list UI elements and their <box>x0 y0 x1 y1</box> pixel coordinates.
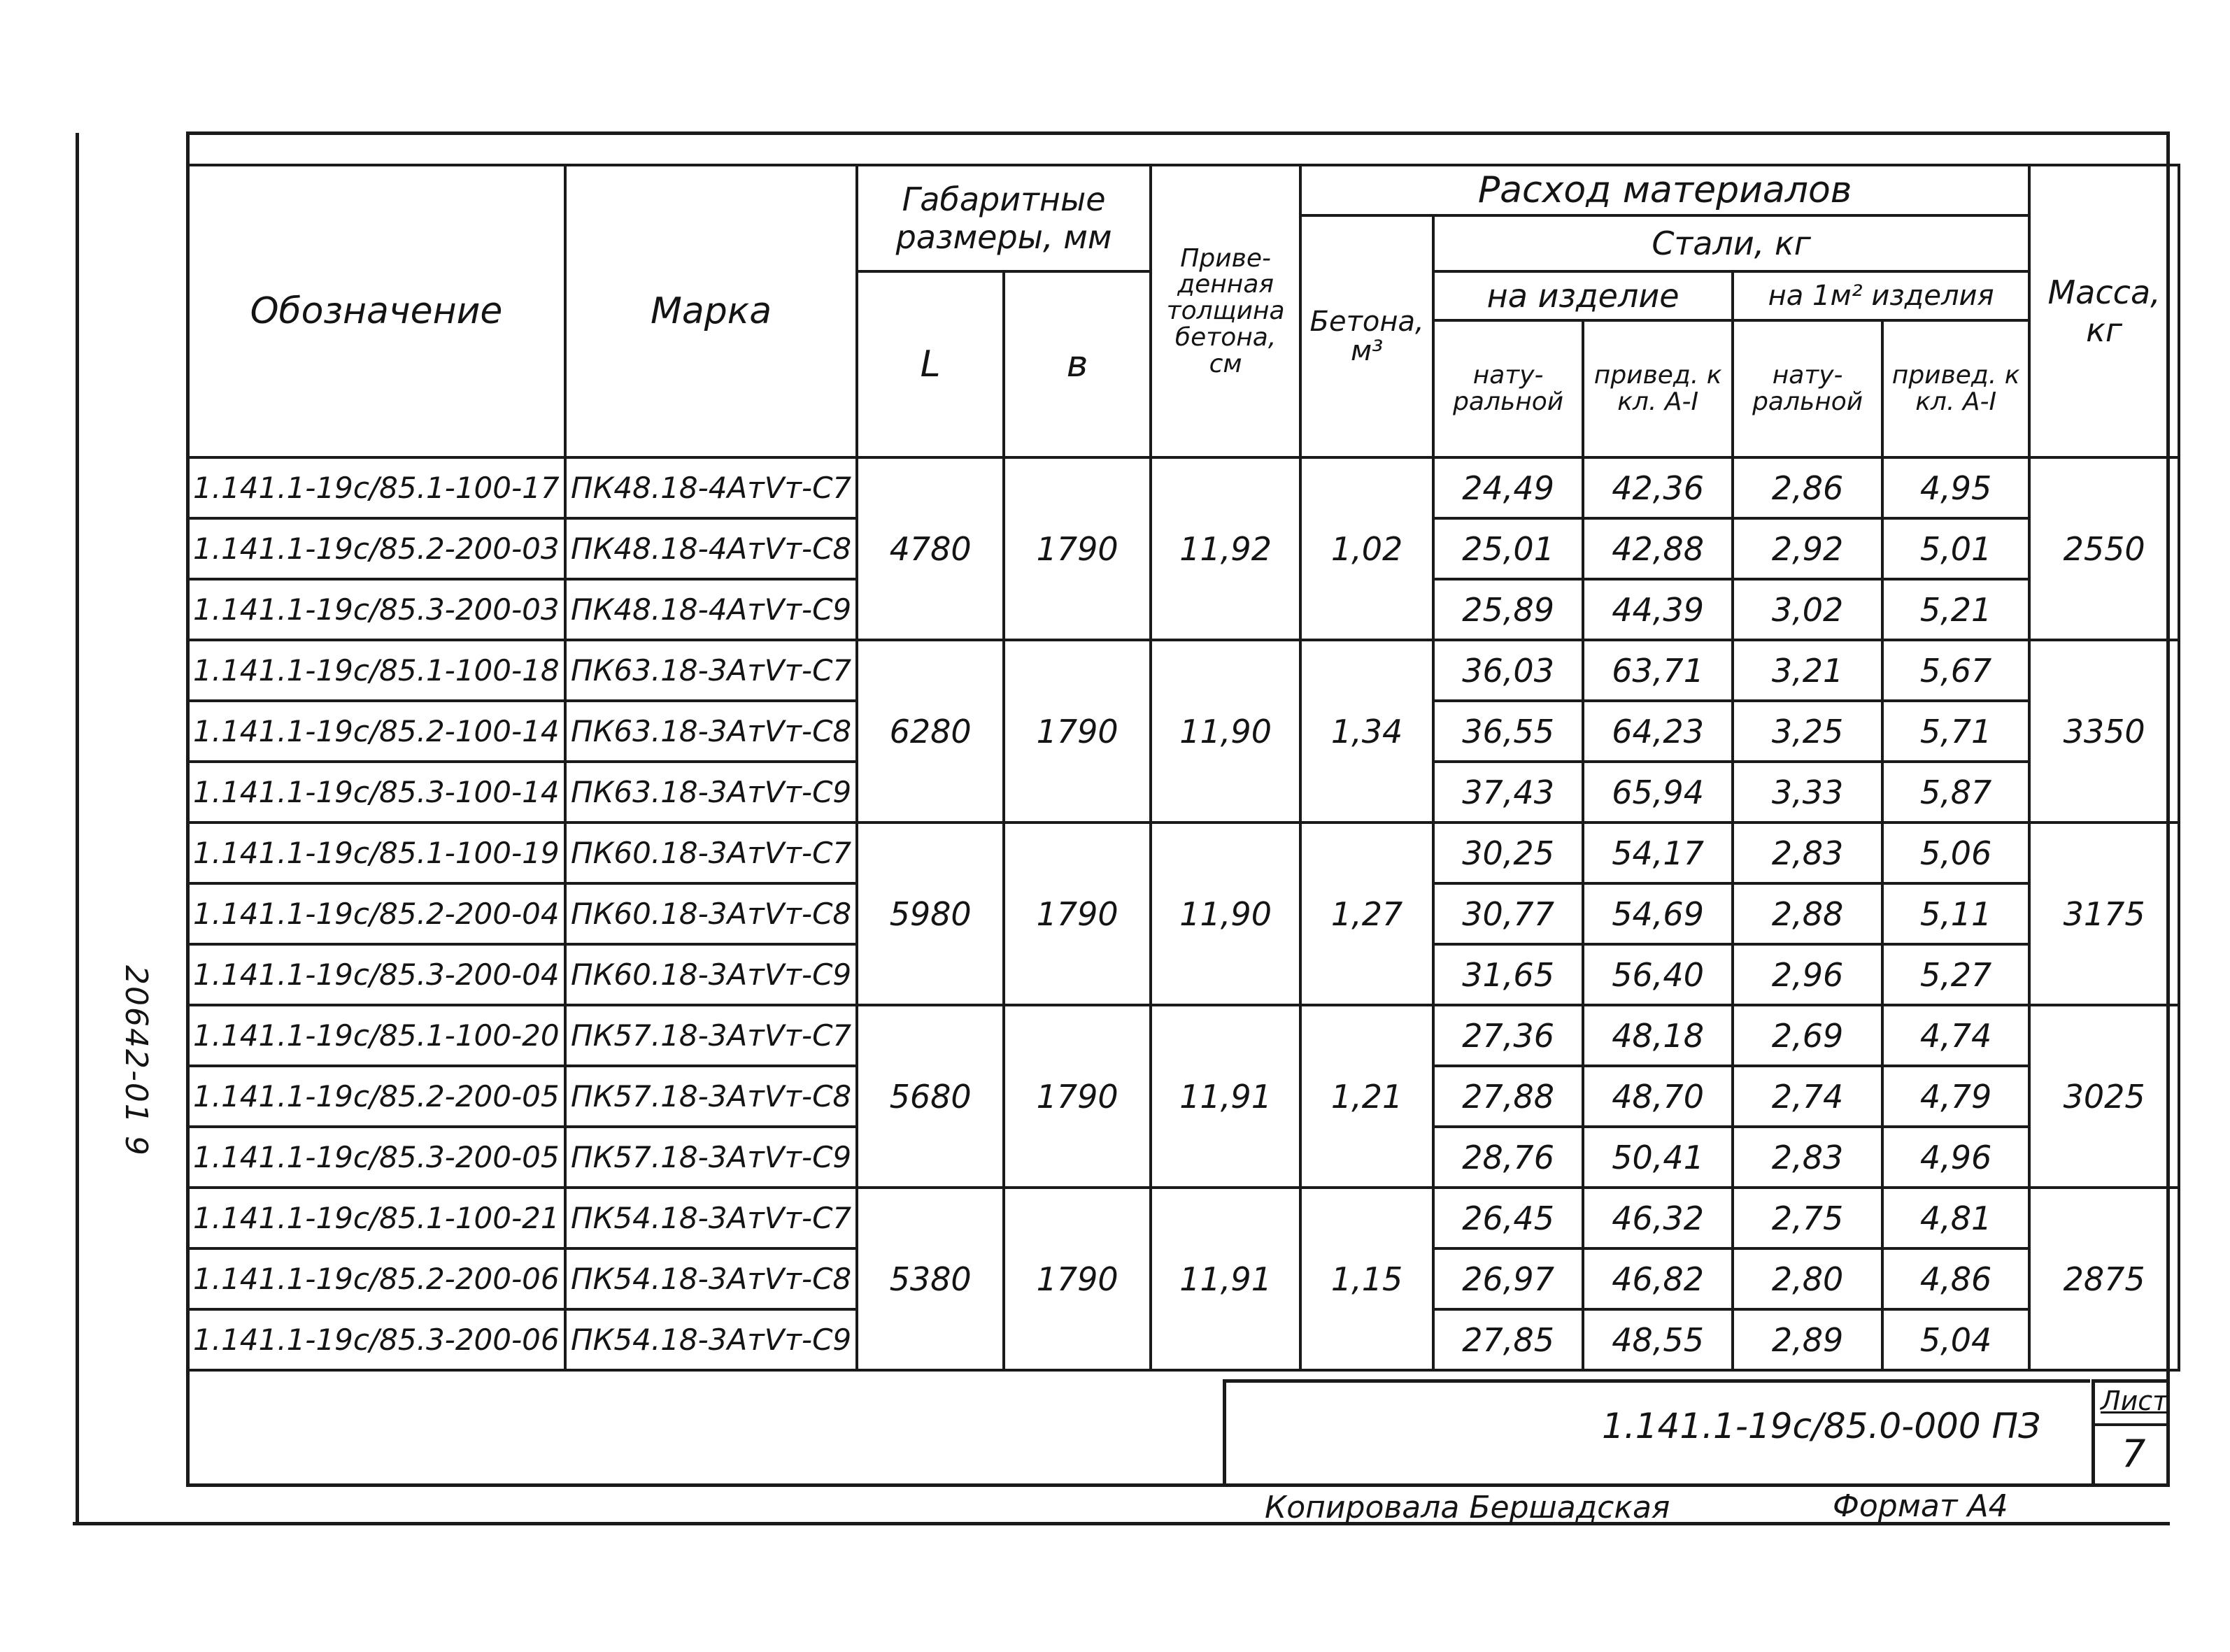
steel-reduced-item-cell: 42,88 <box>1583 518 1733 579</box>
mark-cell: ПК60.18-3АтVт-С8 <box>565 883 857 944</box>
frame-left-line <box>76 133 79 1525</box>
width-cell: 1790 <box>1004 457 1151 640</box>
width-cell: 1790 <box>1004 1188 1151 1370</box>
length-cell: 4780 <box>857 457 1004 640</box>
steel-reduced-m2-cell: 4,86 <box>1882 1248 2029 1309</box>
concrete-cell: 1,21 <box>1300 1005 1433 1188</box>
header-mark: Марка <box>565 165 857 457</box>
designation-cell: 1.141.1-19с/85.3-200-03 <box>187 579 565 640</box>
steel-reduced-item-cell: 63,71 <box>1583 640 1733 701</box>
mark-cell: ПК48.18-4АтVт-С9 <box>565 579 857 640</box>
header-steel: Стали, кг <box>1433 215 2029 271</box>
steel-natural-item-cell: 25,89 <box>1433 579 1583 640</box>
steel-reduced-item-cell: 48,18 <box>1583 1005 1733 1066</box>
steel-natural-item-cell: 26,45 <box>1433 1188 1583 1248</box>
steel-reduced-item-cell: 65,94 <box>1583 762 1733 823</box>
mark-cell: ПК54.18-3АтVт-С9 <box>565 1309 857 1370</box>
sheet-divider <box>2095 1423 2170 1426</box>
steel-reduced-item-cell: 46,82 <box>1583 1248 1733 1309</box>
steel-natural-item-cell: 30,77 <box>1433 883 1583 944</box>
steel-reduced-item-cell: 48,55 <box>1583 1309 1733 1370</box>
table-row <box>187 823 2179 883</box>
steel-natural-item-cell: 25,01 <box>1433 518 1583 579</box>
concrete-cell: 1,27 <box>1300 823 1433 1005</box>
sheet-box <box>2091 1379 2170 1487</box>
steel-natural-m2-cell: 3,25 <box>1733 701 1882 762</box>
steel-natural-item-cell: 24,49 <box>1433 457 1583 518</box>
header-reduced-thickness: Приве-денная толщина бетона, см <box>1151 165 1300 457</box>
steel-natural-m2-cell: 2,75 <box>1733 1188 1882 1248</box>
steel-natural-m2-cell: 3,02 <box>1733 579 1882 640</box>
header-reduced-per-m2: привед. к кл. А-I <box>1882 320 2029 457</box>
steel-reduced-m2-cell: 4,79 <box>1882 1066 2029 1127</box>
steel-reduced-item-cell: 64,23 <box>1583 701 1733 762</box>
steel-natural-item-cell: 27,36 <box>1433 1005 1583 1066</box>
designation-cell: 1.141.1-19с/85.2-200-06 <box>187 1248 565 1309</box>
archive-stamp <box>118 965 189 1175</box>
header-natural-per-item: нату-ральной <box>1433 320 1583 457</box>
steel-natural-item-cell: 36,03 <box>1433 640 1583 701</box>
header-width-B: в <box>1004 271 1151 457</box>
steel-natural-m2-cell: 2,74 <box>1733 1066 1882 1127</box>
header-natural-per-m2: нату-ральной <box>1733 320 1882 457</box>
mark-cell: ПК63.18-3АтVт-С9 <box>565 762 857 823</box>
steel-natural-m2-cell: 2,92 <box>1733 518 1882 579</box>
steel-reduced-item-cell: 44,39 <box>1583 579 1733 640</box>
steel-reduced-m2-cell: 5,27 <box>1882 944 2029 1005</box>
steel-reduced-m2-cell: 4,74 <box>1882 1005 2029 1066</box>
mark-cell: ПК48.18-4АтVт-С7 <box>565 457 857 518</box>
steel-reduced-item-cell: 54,69 <box>1583 883 1733 944</box>
designation-cell: 1.141.1-19с/85.3-200-06 <box>187 1309 565 1370</box>
steel-natural-m2-cell: 2,83 <box>1733 823 1882 883</box>
steel-reduced-item-cell: 48,70 <box>1583 1066 1733 1127</box>
header-per-m2: на 1м² изделия <box>1733 271 2029 320</box>
steel-reduced-m2-cell: 4,95 <box>1882 457 2029 518</box>
table-row <box>187 1005 2179 1066</box>
steel-natural-m2-cell: 3,21 <box>1733 640 1882 701</box>
steel-natural-item-cell: 27,88 <box>1433 1066 1583 1127</box>
length-cell: 5380 <box>857 1188 1004 1370</box>
designation-cell: 1.141.1-19с/85.3-200-04 <box>187 944 565 1005</box>
steel-reduced-item-cell: 46,32 <box>1583 1188 1733 1248</box>
mass-cell: 2550 <box>2029 457 2179 640</box>
steel-reduced-m2-cell: 5,11 <box>1882 883 2029 944</box>
footer-copied-by: Копировала Бершадская <box>1265 1490 1670 1525</box>
designation-cell: 1.141.1-19с/85.1-100-18 <box>187 640 565 701</box>
mark-cell: ПК57.18-3АтVт-С9 <box>565 1127 857 1188</box>
steel-natural-m2-cell: 3,33 <box>1733 762 1882 823</box>
steel-reduced-item-cell: 54,17 <box>1583 823 1733 883</box>
steel-natural-m2-cell: 2,89 <box>1733 1309 1882 1370</box>
designation-cell: 1.141.1-19с/85.2-200-05 <box>187 1066 565 1127</box>
mark-cell: ПК60.18-3АтVт-С7 <box>565 823 857 883</box>
mark-cell: ПК57.18-3АтVт-С7 <box>565 1005 857 1066</box>
header-overall-dimensions: Габаритные размеры, мм <box>857 165 1151 271</box>
steel-natural-item-cell: 27,85 <box>1433 1309 1583 1370</box>
mark-cell: ПК60.18-3АтVт-С9 <box>565 944 857 1005</box>
mark-cell: ПК63.18-3АтVт-С7 <box>565 640 857 701</box>
length-cell: 6280 <box>857 640 1004 823</box>
header-reduced-per-item: привед. к кл. А-I <box>1583 320 1733 457</box>
designation-cell: 1.141.1-19с/85.1-100-20 <box>187 1005 565 1066</box>
mass-cell: 3175 <box>2029 823 2179 1005</box>
header-length-L: L <box>857 271 1004 457</box>
header-designation: Обозначение <box>187 165 565 457</box>
width-cell: 1790 <box>1004 823 1151 1005</box>
steel-reduced-m2-cell: 5,71 <box>1882 701 2029 762</box>
designation-cell: 1.141.1-19с/85.2-200-04 <box>187 883 565 944</box>
header-concrete: Бетона, м³ <box>1300 215 1433 457</box>
steel-natural-m2-cell: 2,69 <box>1733 1005 1882 1066</box>
thickness-cell: 11,91 <box>1151 1188 1300 1370</box>
steel-reduced-item-cell: 50,41 <box>1583 1127 1733 1188</box>
concrete-cell: 1,02 <box>1300 457 1433 640</box>
mass-cell: 3350 <box>2029 640 2179 823</box>
table-row <box>187 1188 2179 1248</box>
steel-natural-item-cell: 36,55 <box>1433 701 1583 762</box>
steel-natural-item-cell: 31,65 <box>1433 944 1583 1005</box>
concrete-cell: 1,15 <box>1300 1188 1433 1370</box>
steel-natural-m2-cell: 2,96 <box>1733 944 1882 1005</box>
steel-reduced-m2-cell: 5,21 <box>1882 579 2029 640</box>
steel-reduced-m2-cell: 5,06 <box>1882 823 2029 883</box>
steel-reduced-item-cell: 42,36 <box>1583 457 1733 518</box>
steel-reduced-item-cell: 56,40 <box>1583 944 1733 1005</box>
mark-cell: ПК63.18-3АтVт-С8 <box>565 701 857 762</box>
steel-reduced-m2-cell: 4,81 <box>1882 1188 2029 1248</box>
table-row <box>187 457 2179 518</box>
mark-cell: ПК54.18-3АтVт-С8 <box>565 1248 857 1309</box>
steel-reduced-m2-cell: 5,67 <box>1882 640 2029 701</box>
materials-table <box>186 164 2180 1372</box>
mass-cell: 3025 <box>2029 1005 2179 1188</box>
designation-cell: 1.141.1-19с/85.3-200-05 <box>187 1127 565 1188</box>
thickness-cell: 11,90 <box>1151 640 1300 823</box>
footer-format: Формат А4 <box>1833 1488 2008 1524</box>
header-mass: Масса, кг <box>2029 165 2179 457</box>
steel-natural-m2-cell: 2,86 <box>1733 457 1882 518</box>
header-materials-consumption: Расход материалов <box>1300 165 2029 215</box>
designation-cell: 1.141.1-19с/85.1-100-19 <box>187 823 565 883</box>
table-row <box>187 640 2179 701</box>
length-cell: 5680 <box>857 1005 1004 1188</box>
steel-natural-m2-cell: 2,80 <box>1733 1248 1882 1309</box>
mark-cell: ПК48.18-4АтVт-С8 <box>565 518 857 579</box>
document-code: 1.141.1-19с/85.0-000 ПЗ <box>1602 1406 2041 1446</box>
mass-cell: 2875 <box>2029 1188 2179 1370</box>
designation-cell: 1.141.1-19с/85.2-100-14 <box>187 701 565 762</box>
steel-natural-item-cell: 28,76 <box>1433 1127 1583 1188</box>
thickness-cell: 11,90 <box>1151 823 1300 1005</box>
designation-cell: 1.141.1-19с/85.1-100-21 <box>187 1188 565 1248</box>
steel-natural-item-cell: 37,43 <box>1433 762 1583 823</box>
mark-cell: ПК54.18-3АтVт-С7 <box>565 1188 857 1248</box>
header-per-item: на изделие <box>1433 271 1733 320</box>
width-cell: 1790 <box>1004 640 1151 823</box>
steel-natural-item-cell: 30,25 <box>1433 823 1583 883</box>
designation-cell: 1.141.1-19с/85.2-200-03 <box>187 518 565 579</box>
steel-natural-item-cell: 26,97 <box>1433 1248 1583 1309</box>
steel-natural-m2-cell: 2,83 <box>1733 1127 1882 1188</box>
archive-stamp-text: 20642-01 9 <box>118 965 154 1157</box>
steel-reduced-m2-cell: 5,01 <box>1882 518 2029 579</box>
sheet-number: 7 <box>2122 1432 2146 1476</box>
length-cell: 5980 <box>857 823 1004 1005</box>
steel-reduced-m2-cell: 5,04 <box>1882 1309 2029 1370</box>
mark-cell: ПК57.18-3АтVт-С8 <box>565 1066 857 1127</box>
concrete-cell: 1,34 <box>1300 640 1433 823</box>
thickness-cell: 11,92 <box>1151 457 1300 640</box>
thickness-cell: 11,91 <box>1151 1005 1300 1188</box>
steel-reduced-m2-cell: 4,96 <box>1882 1127 2029 1188</box>
steel-reduced-m2-cell: 5,87 <box>1882 762 2029 823</box>
designation-cell: 1.141.1-19с/85.3-100-14 <box>187 762 565 823</box>
designation-cell: 1.141.1-19с/85.1-100-17 <box>187 457 565 518</box>
width-cell: 1790 <box>1004 1005 1151 1188</box>
sheet-label: Лист <box>2101 1386 2168 1416</box>
steel-natural-m2-cell: 2,88 <box>1733 883 1882 944</box>
